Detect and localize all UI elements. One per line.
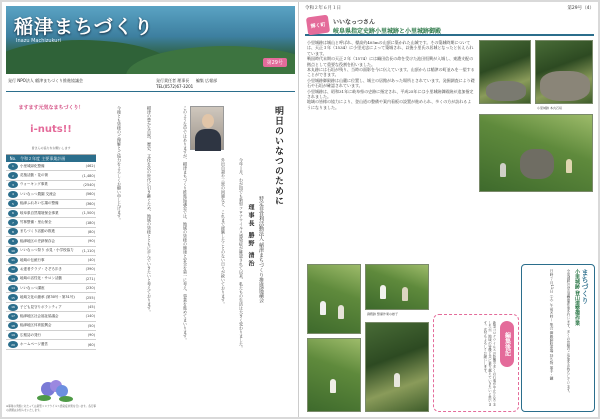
feature-paragraph: 地域の皆様の協力により、登山道の整備や案内看板の設置が進められ、多くの方が訪れるようになりました。 bbox=[307, 99, 472, 110]
plan-number-badge: 1 bbox=[8, 163, 18, 170]
editor-note-title: 編集後記 bbox=[500, 321, 514, 367]
plan-name: いいなっつ講座 bbox=[20, 285, 45, 290]
plan-table-row bbox=[6, 162, 96, 171]
event-info-text: 小里城跡の登山道整備作業を行います。多くの皆様のご参加をお待ちしています。 bbox=[566, 269, 570, 395]
plan-table-row bbox=[6, 228, 96, 237]
plan-number-badge: 10 bbox=[8, 247, 18, 254]
feature-paragraph: 小里城跡は、昭和31年に岐阜県の史跡に指定され、平成25年には小里城跡御殿跡が追加指定されました。 bbox=[307, 88, 474, 100]
article-column-4: 稲津の豊かな自然、歴史、文化を次の世代に引き継ぐため、地域の皆様とともに歩んでいきたいと考えております。 bbox=[147, 106, 152, 314]
plan-table-row bbox=[6, 322, 96, 331]
editor-note-box bbox=[433, 314, 519, 412]
plan-name: 稲津地区社会福祉協議会 bbox=[20, 313, 59, 318]
article-title: 明日のいなつのために bbox=[273, 106, 283, 206]
plan-number-badge: 9 bbox=[8, 238, 18, 245]
publisher-info bbox=[6, 76, 295, 92]
plan-table-row bbox=[6, 340, 96, 349]
plan-name: 稲津地区の史跡保存会 bbox=[20, 238, 55, 243]
plan-name: お達者クラブ・そぞろ歩き bbox=[20, 266, 62, 271]
work-photo-2 bbox=[365, 264, 429, 310]
photo-caption-2: 御殿跡 整備作業の様子 bbox=[367, 312, 398, 316]
plan-number-badge: 3 bbox=[8, 181, 18, 188]
plan-table-row bbox=[6, 171, 96, 180]
plan-table-title: 令和２年度 主要事業計画 bbox=[20, 155, 66, 161]
mascot-note: 皆さんの協力をお願いします bbox=[31, 146, 71, 150]
plan-budget: (1,110) bbox=[82, 248, 95, 253]
masthead bbox=[6, 6, 295, 74]
newsletter-subtitle: Inazu Machizukuri bbox=[16, 38, 61, 44]
chairman-article bbox=[98, 96, 295, 412]
plan-table-no-header: No. bbox=[9, 156, 17, 161]
plan-budget: (2540) bbox=[83, 182, 95, 187]
plan-name: 地域文化の継承 (第30号・第31号) bbox=[20, 295, 75, 300]
author-role: 理事長 bbox=[247, 204, 254, 228]
plan-budget: (90) bbox=[87, 239, 95, 244]
plan-name: 岐阜県自然環境保全事業 bbox=[20, 210, 59, 215]
plan-budget: (1,480) bbox=[82, 173, 95, 178]
plan-name: ウォーキング事業 bbox=[20, 182, 48, 187]
plan-number-badge: 6 bbox=[8, 210, 18, 217]
plan-number-badge: 13 bbox=[8, 275, 18, 282]
plan-budget: (40) bbox=[87, 258, 95, 263]
plan-table-row bbox=[6, 190, 96, 199]
plan-number-badge: 7 bbox=[8, 219, 18, 226]
page-number: 第29号（4） bbox=[567, 6, 594, 11]
plan-number-badge: 15 bbox=[8, 294, 18, 301]
plan-budget: (50) bbox=[87, 323, 95, 328]
feature-paragraph: 戦国時代末期の天正２年（1574）には織田信長の命を受けた池田恒興が入城し、東濃支配の拠点として重要な役割を担いました。 bbox=[307, 56, 474, 67]
event-info-subtitle: 小里城跡 登山道整備作業 bbox=[574, 269, 580, 326]
article-byline: 特定非営利活動法人 稲津まちづくり推進協議会 bbox=[258, 196, 264, 303]
plan-budget: (180) bbox=[85, 220, 95, 225]
plan-name: 地域の活性化・サロン活動 bbox=[20, 276, 62, 281]
plan-budget: (60) bbox=[87, 342, 95, 347]
tel-line: TEL(0572)67-3201 bbox=[156, 84, 194, 89]
work-photo-4 bbox=[365, 322, 429, 412]
feature-paragraph: 本丸跡には石垣が残り、当時の面影を今に伝えています。山頂からは稲津の町並みを一望することができます。 bbox=[307, 67, 475, 78]
sidebar bbox=[6, 96, 96, 412]
feature-paragraph: 小里城跡御殿跡は山麓に位置し、城主の居館があった場所とされています。発掘調査により礎石や石垣が確認されています。 bbox=[307, 77, 475, 89]
plan-table-row bbox=[6, 237, 96, 246]
plan-budget: (45) bbox=[87, 305, 95, 310]
article-column-2: 外出自粛や三密の回避など、これまで経験したことのない日々が続いております。 bbox=[221, 158, 226, 306]
plan-number-badge: 11 bbox=[8, 257, 18, 264]
shrine-path-photo bbox=[479, 114, 593, 192]
plan-budget: (390) bbox=[85, 267, 95, 272]
editor-line: 発行責任者 理事長 編集 広報部 bbox=[156, 78, 218, 83]
plan-number-badge: 14 bbox=[8, 285, 18, 292]
plan-number-badge: 18 bbox=[8, 322, 18, 329]
plan-budget: (1,500) bbox=[82, 211, 95, 216]
plan-table-row bbox=[6, 293, 96, 302]
article-column-1: 今年１月、わが国でも新型コロナウイルス感染症が確認されて以来、私たちの生活は大きく変わりました。 bbox=[239, 158, 244, 350]
article-column-5: 今後とも皆様のご理解とご協力をよろしくお願い申し上げます。 bbox=[117, 106, 122, 222]
plan-budget: (271) bbox=[85, 276, 95, 281]
plan-budget: (80) bbox=[87, 229, 95, 234]
photo-caption-1: 小里城跡 本丸石垣 bbox=[537, 106, 562, 110]
plan-footnote: ※事業の実施にあたっては新型コロナウイルス感染症対策を行います。各行事の詳細はお知らせいたします。 bbox=[6, 405, 96, 412]
feature-paragraph: 小里城跡は城山と呼ばれ、標高約405mの山頂に築かれた山城です。その築城時期については、天正３年（1534）に小里光忠によって築城され、以後小里氏の居城となったと伝えられています。 bbox=[307, 40, 474, 56]
event-info-box bbox=[521, 264, 595, 412]
plan-name: 小里城緑化整備 bbox=[20, 163, 45, 168]
plan-number-badge: 2 bbox=[8, 172, 18, 179]
plan-number-badge: 5 bbox=[8, 200, 18, 207]
feature-headline: 岐阜県指定史跡小里城跡と小里城跡御殿 bbox=[333, 28, 442, 35]
plan-name: 竹林整備・里山保全 bbox=[20, 220, 52, 225]
stone-wall-photo bbox=[535, 40, 593, 104]
plan-number-badge: 8 bbox=[8, 228, 18, 235]
newsletter-spread bbox=[2, 2, 598, 417]
plan-budget: (90) bbox=[87, 333, 95, 338]
plan-table bbox=[6, 154, 96, 350]
editor-note-text: 新型コロナウイルスの影響で多くの行事が中止となりましたが、地域の皆様と共に乗り越えていきたいと思います。次号もよろしくお願いします。 bbox=[482, 321, 496, 406]
plan-table-row bbox=[6, 312, 96, 321]
article-column-3: このような中ではありますが、稲津まちづくり推進協議会では、地域の皆様の健康と安全を第一に考え、事業を進めてまいります。 bbox=[183, 106, 188, 342]
plan-name: 広報誌の発行 bbox=[20, 332, 41, 337]
author-name: 勝野 清治 bbox=[247, 232, 254, 269]
plan-table-row bbox=[6, 209, 96, 218]
plan-budget: (462) bbox=[85, 164, 95, 169]
article-author bbox=[246, 204, 255, 268]
plan-table-row bbox=[6, 218, 96, 227]
plan-table-row bbox=[6, 200, 96, 209]
plan-table-row bbox=[6, 181, 96, 190]
hydrangea-illustration bbox=[36, 378, 74, 404]
back-page bbox=[301, 2, 598, 417]
plan-name: いいなっつ農園 交流会 bbox=[20, 191, 57, 196]
mascot-logo: i-nuts!! bbox=[30, 123, 72, 135]
issue-badge: 第29号 bbox=[263, 58, 287, 67]
castle-ruins-photo bbox=[479, 40, 531, 104]
plan-name: いいなっつ祭り 水見・小学校協力 bbox=[20, 248, 74, 253]
plan-name: まちづくり活動の推進 bbox=[20, 229, 55, 234]
event-schedule: 日時 ７月11日（土）午前８時～ 集合 御殿跡駐車場 持ち物 軍手・鎌 bbox=[550, 269, 554, 381]
feature-body bbox=[307, 40, 475, 260]
work-photo-3 bbox=[307, 338, 361, 412]
work-photo-1 bbox=[307, 264, 361, 334]
plan-table-row bbox=[6, 331, 96, 340]
author-photo bbox=[190, 106, 224, 150]
plan-budget: (560) bbox=[85, 192, 95, 197]
plan-budget: (255) bbox=[85, 295, 95, 300]
plan-table-row bbox=[6, 256, 96, 265]
plan-budget: (360) bbox=[85, 201, 95, 206]
plan-number-badge: 12 bbox=[8, 266, 18, 273]
plan-table-row bbox=[6, 247, 96, 256]
publisher-line: 発行 NPO法人 稲津まちづくり推進協議会 bbox=[8, 78, 84, 83]
plan-table-row bbox=[6, 265, 96, 274]
plan-name: 稲津地区体育振興会 bbox=[20, 323, 52, 328]
plan-number-badge: 19 bbox=[8, 332, 18, 339]
plan-number-badge: 4 bbox=[8, 191, 18, 198]
plan-table-row bbox=[6, 303, 96, 312]
plan-name: 子ども見守りボランティア bbox=[20, 304, 62, 309]
plan-budget: (230) bbox=[85, 286, 95, 291]
plan-name: 花植活動・花の街 bbox=[20, 173, 48, 178]
plan-number-badge: 16 bbox=[8, 304, 18, 311]
event-info-title: まちづくり bbox=[581, 269, 590, 304]
newsletter-title: 稲津まちづくり bbox=[14, 16, 154, 38]
plan-budget: (140) bbox=[85, 314, 95, 319]
feature-label: いいなっつさん bbox=[333, 19, 376, 26]
feature-header bbox=[305, 14, 594, 36]
plan-table-row bbox=[6, 275, 96, 284]
front-page bbox=[2, 2, 299, 417]
plan-number-badge: 20 bbox=[8, 341, 18, 348]
plan-table-row bbox=[6, 284, 96, 293]
feature-badge: 輝く町 bbox=[306, 15, 330, 36]
issue-date: 令和２年６月１日 bbox=[305, 6, 341, 11]
plan-name: 稲津ふれあい広場の整備 bbox=[20, 201, 59, 206]
plan-name: ホームページ運営 bbox=[20, 342, 48, 347]
plan-name: 地域の伝統行事 bbox=[20, 257, 45, 262]
sidebar-heading: ますます元気なまちづくり！ bbox=[18, 105, 84, 111]
plan-table-header bbox=[6, 155, 96, 162]
plan-number-badge: 17 bbox=[8, 313, 18, 320]
